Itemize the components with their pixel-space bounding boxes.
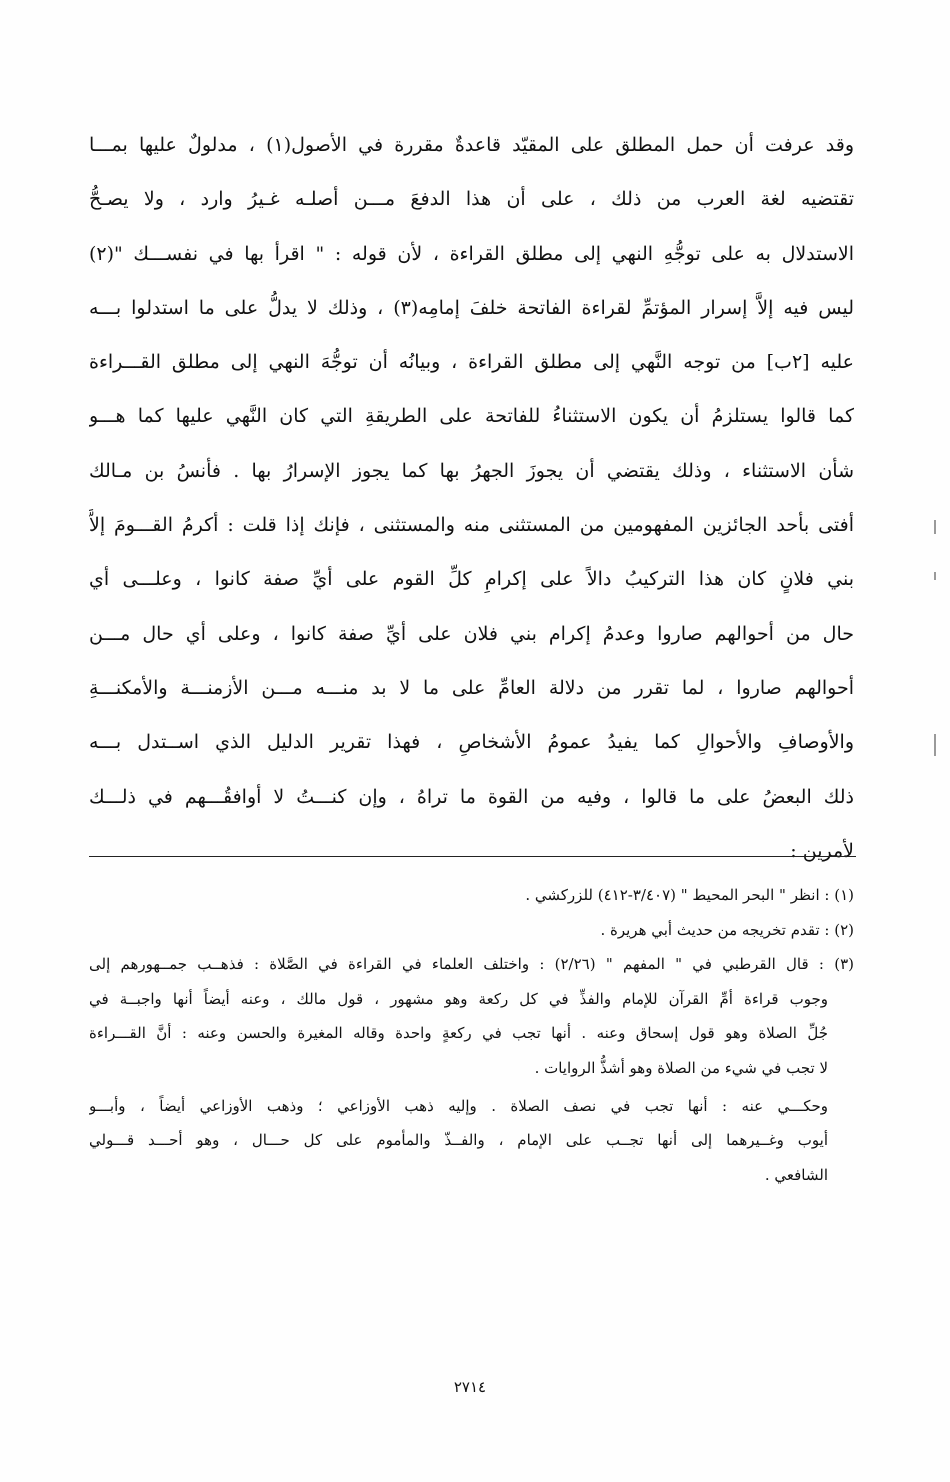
footnote-divider bbox=[89, 856, 856, 857]
footnote-3-line: (٣) : قال القرطبي في " المفهم " (٢/٢٦) : واختلف العلماء في القراءة في الصَّلاة : فذهــب جمــهورهم إلى bbox=[89, 955, 854, 974]
footnote-1: (١) : انظر " البحر المحيط " (٣/٤٠٧-٤١٢) للزركشي . bbox=[525, 886, 854, 904]
text-line: ليس فيه إلاَّ إسرار المؤتمِّ لقراءة الفاتحة خلفَ إمامِه(٣) ، وذلك لا يدلُّ على ما استدلوا بـــه bbox=[89, 296, 854, 319]
scan-edge-mark bbox=[934, 734, 936, 756]
footnote-3-line: لا تجب في شيء من الصلاة وهو أشذُّ الروايات . bbox=[534, 1058, 828, 1077]
text-line: تقتضيه لغة العرب من ذلك ، على أن هذا الدفعَ مـــن أصلـه غـيرُ وارد ، ولا يصـحُّ bbox=[89, 188, 854, 211]
footnotes bbox=[89, 878, 854, 1192]
text-line: والأوصافِ والأحوالِ كما يفيدُ عمومُ الأشخاصِ ، فهذا تقرير الدليل الذي اســتدل بـــه bbox=[89, 731, 854, 754]
text-line: لأمرين : bbox=[790, 839, 854, 862]
text-line: عليه [٢ب] من توجه النَّهي إلى مطلق القراءة ، وبيانُه أن توجُّهَ النهي إلى مطلق القـــراءة bbox=[89, 351, 854, 374]
footnote-4-line: أيوب وغــيرهما إلى أنها تجــب على الإمام ، والفــذّ والمأموم على كل حـــال ، وهو أحـــد قـــولي bbox=[89, 1131, 828, 1150]
footnote-2: (٢) : تقدم تخريجه من حديث أبي هريرة . bbox=[600, 920, 854, 939]
footnote-3-line: جُلِّ الصلاة وهو قول إسحاق وعنه . أنها تجب في ركعةٍ واحدة وقاله المغيرة والحسن وعنه : أنَّ القـــراءة bbox=[89, 1024, 828, 1043]
text-line: وقد عرفت أن حمل المطلق على المقيّد قاعدةٌ مقررة في الأصول(١) ، مدلولٌ عليها بمـــا bbox=[89, 134, 854, 156]
footnote-4-line: وحكـــي عنه : أنها تجب في نصف الصلاة . وإليه ذهب الأوزاعي ؛ وذهب الأوزاعي أيضاً ، وأبـــو bbox=[89, 1096, 828, 1115]
text-line: كما قالوا يستلزمُ أن يكون الاستثناءُ للفاتحة على الطريقةِ التي كان النَّهي عليها كما هـــو bbox=[89, 405, 854, 428]
text-line: أفتى بأحد الجائزين المفهومين من المستثنى منه والمستثنى ، فإنك إذا قلت : أكرمُ القـــومَ إلاَّ bbox=[89, 514, 854, 537]
text-line: الاستدلال به على توجُّهِ النهي إلى مطلق القراءة ، لأن قوله : " اقرأ بها في نفســـك "(٢) bbox=[89, 242, 854, 265]
footnote-4-line: الشافعي . bbox=[764, 1165, 828, 1184]
text-line: ذلك البعضُ على ما قالوا ، وفيه من القوة ما تراهُ ، وإن كنـــتُ لا أوافقُـــهم في ذلـــك bbox=[89, 785, 854, 808]
text-line: أحوالهم صاروا ، لما تقرر من دلالة العامِّ على ما لا بد منـــه مـــن الأزمنـــة والأمكنـــةِ bbox=[89, 676, 854, 699]
footnote-3-line: وجوب قراءة أمِّ القرآن للإمام والفذِّ في كل ركعة وهو مشهور ، قول مالك ، وعنه أيضاً أنها واجبــة في bbox=[89, 989, 828, 1008]
scan-edge-mark bbox=[934, 572, 936, 580]
text-line: حال من أحوالهم صاروا وعدمُ إكرام بني فلان على أيِّ صفة كانوا ، وعلى أي حال مـــن bbox=[89, 622, 854, 645]
text-line: بني فلانٍ كان هذا التركيبُ دالاً على إكرامِ كلِّ القوم على أيِّ صفة كانوا ، وعلـــى أي bbox=[89, 568, 854, 591]
main-text bbox=[89, 118, 854, 878]
scan-edge-mark bbox=[934, 520, 936, 534]
text-line: شأن الاستثناء ، وذلك يقتضي أن يجوزَ الجهرُ بها كما يجوز الإسرارُ بها . فأنسُ بن مـالك bbox=[89, 459, 854, 482]
page-number: ٢٧١٤ bbox=[453, 1378, 487, 1396]
